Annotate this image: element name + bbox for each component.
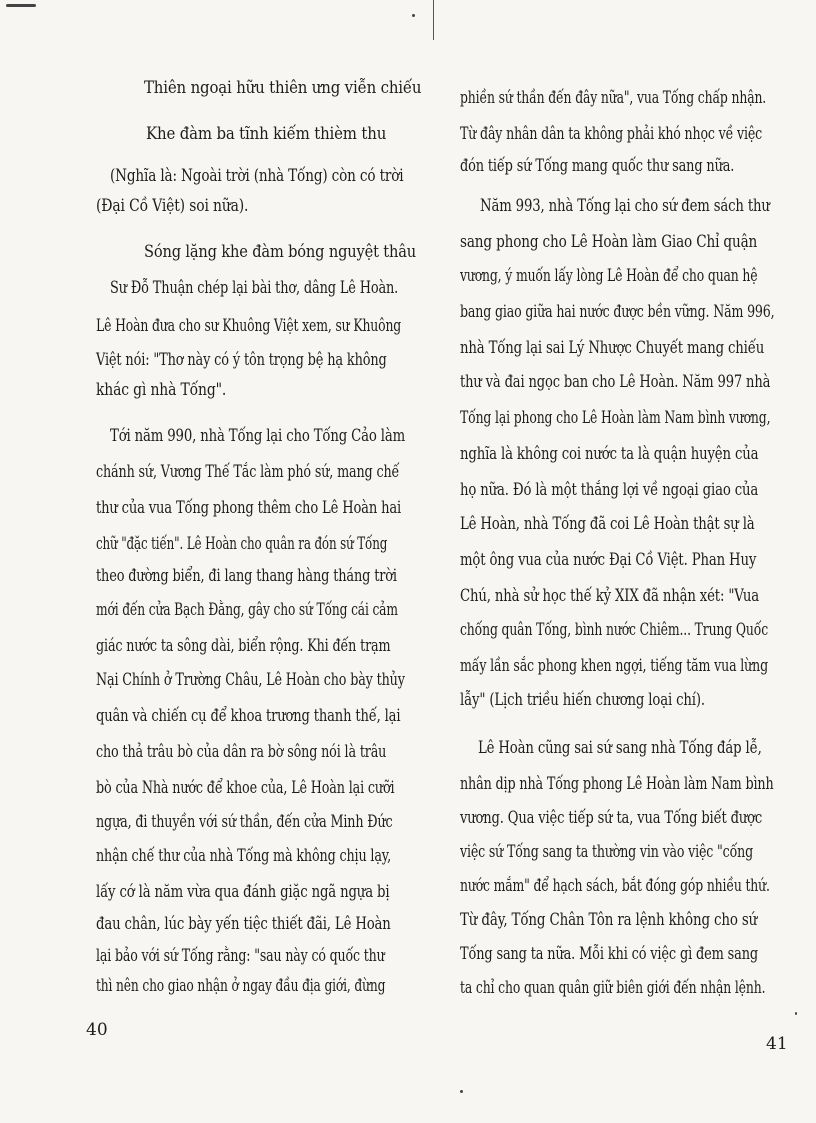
text-line: thì nên cho giao nhận ở ngay đầu địa giới, đừng (96, 976, 386, 996)
verse-line: Sóng lặng khe đàm bóng nguyệt thâu (144, 242, 417, 262)
text-line: chữ "đặc tiến". Lê Hoàn cho quân ra đón sứ Tống (96, 534, 388, 554)
text-line: thư và đai ngọc ban cho Lê Hoàn. Năm 997 nhà (460, 372, 771, 392)
text-line: lẫy" (Lịch triều hiến chương loại chí). (460, 690, 705, 710)
text-line: Lê Hoàn cũng sai sứ sang nhà Tống đáp lễ, (478, 738, 762, 758)
text-line: phiền sứ thần đến đây nữa", vua Tống chấp nhận. (460, 88, 767, 108)
text-line: sang phong cho Lê Hoàn làm Giao Chỉ quận (460, 232, 758, 252)
text-line: Chú, nhà sử học thế kỷ XIX đã nhận xét: "Vua (460, 586, 759, 606)
text-line: một ông vua của nước Đại Cồ Việt. Phan Huy (460, 550, 757, 570)
text-line: Tống sang ta nữa. Mỗi khi có việc gì đem sang (460, 944, 758, 964)
text-line: cho thả trâu bò của dân ra bờ sông nói là trâu (96, 742, 387, 762)
text-line: thư của vua Tống phong thêm cho Lê Hoàn hai (96, 498, 402, 518)
text-line: Việt nói: "Thơ này có ý tôn trọng bệ hạ không (96, 350, 387, 370)
text-line: họ nữa. Đó là một thắng lợi về ngoại giao của (460, 480, 759, 500)
verse-line: Khe đàm ba tĩnh kiếm thièm thu (146, 124, 387, 144)
text-line: Sư Đỗ Thuận chép lại bài thơ, dâng Lê Hoàn. (110, 278, 399, 298)
right-page (420, 0, 816, 1123)
text-line: vương. Qua việc tiếp sứ ta, vua Tống biết được (460, 808, 763, 828)
text-line: lấy cớ là năm vừa qua đánh giặc ngã ngựa bị (96, 882, 390, 902)
text-line: chống quân Tống, bình nước Chiêm... Trung Quốc (460, 620, 769, 640)
text-line: nhà Tống lại sai Lý Nhược Chuyết mang chiếu (460, 338, 765, 358)
page-number: 41 (766, 1034, 788, 1054)
text-line: mới đến cửa Bạch Đằng, gây cho sứ Tống cái cảm (96, 600, 398, 620)
text-line: bang giao giữa hai nước được bền vững. Năm 996, (460, 302, 775, 322)
text-line: Từ đây, Tống Chân Tôn ra lệnh không cho sứ (460, 910, 758, 930)
text-line: nước mắm" để hạch sách, bắt đóng góp nhiều thứ. (460, 876, 770, 896)
text-line: đau chân, lúc bày yến tiệc thiết đãi, Lê Hoàn (96, 914, 391, 934)
text-line: giác nước ta sông dài, biển rộng. Khi đến trạm (96, 636, 391, 656)
text-line: Từ đây nhân dân ta không phải khó nhọc về việc (460, 124, 763, 144)
text-line: (Đại Cồ Việt) soi nữa). (96, 196, 249, 216)
text-line: vương, ý muốn lấy lòng Lê Hoàn để cho quan hệ (460, 266, 758, 286)
text-line: Năm 993, nhà Tống lại cho sứ đem sách thư (480, 196, 770, 216)
text-line: đón tiếp sứ Tống mang quốc thư sang nữa. (460, 156, 735, 176)
text-line: Lê Hoàn đưa cho sư Khuông Việt xem, sư Khuông (96, 316, 402, 336)
text-line: (Nghĩa là: Ngoài trời (nhà Tống) còn có trời (110, 166, 404, 186)
text-line: ta chỉ cho quan quân giữ biên giới đến nhận lệnh. (460, 978, 766, 998)
text-line: quân và chiến cụ để khoa trương thanh thế, lại (96, 706, 401, 726)
text-line: Tới năm 990, nhà Tống lại cho Tống Cảo làm (110, 426, 406, 446)
text-line: nghĩa là không coi nước ta là quận huyện của (460, 444, 759, 464)
text-line: chánh sứ, Vương Thế Tắc làm phó sứ, mang chế (96, 462, 400, 482)
text-line: Lê Hoàn, nhà Tống đã coi Lê Hoàn thật sự là (460, 514, 755, 534)
text-line: ngựa, đi thuyền với sứ thần, đến cửa Minh Đức (96, 812, 393, 832)
text-line: bò của Nhà nước để khoe của, Lê Hoàn lại cưỡi (96, 778, 395, 798)
text-line: theo đường biển, đi lang thang hàng tháng trời (96, 566, 397, 586)
text-line: lại bảo với sứ Tống rằng: "sau này có quốc thư (96, 946, 385, 966)
text-line: việc sứ Tống sang ta thường vin vào việc "cống (460, 842, 753, 862)
verse-line: Thiên ngoại hữu thiên ưng viễn chiếu (144, 78, 422, 98)
text-line: Nại Chính ở Trường Châu, Lê Hoàn cho bày thủy (96, 670, 405, 690)
text-line: nhân dịp nhà Tống phong Lê Hoàn làm Nam bình (460, 774, 774, 794)
text-line: khác gì nhà Tống". (96, 380, 227, 400)
text-line: mấy lần sắc phong khen ngợi, tiếng tăm vua lừng (460, 656, 768, 676)
page-number: 40 (86, 1020, 108, 1040)
text-line: nhận chế thư của nhà Tống mà không chịu lạy, (96, 846, 392, 866)
text-line: Tống lại phong cho Lê Hoàn làm Nam bình vương, (460, 408, 771, 428)
